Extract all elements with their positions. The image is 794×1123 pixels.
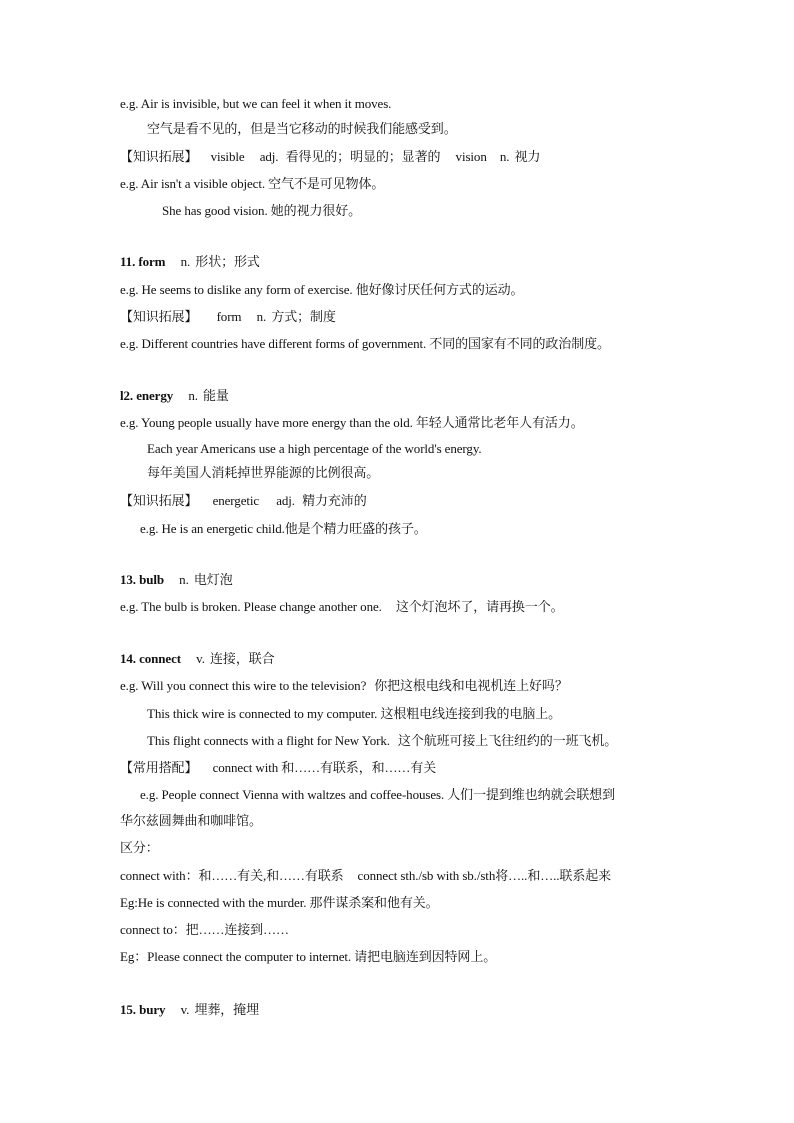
example-sentence: This thick wire is connected to my computer. 这根粗电线连接到我的电脑上。 bbox=[147, 706, 562, 722]
headword: 15. bury bbox=[120, 1002, 166, 1017]
example-sentence: e.g. Will you connect this wire to the television? 你把这根电线和电视机连上好吗？ bbox=[120, 678, 568, 694]
example-sentence: Eg：Please connect the computer to internet. 请把电脑连到因特网上。 bbox=[120, 949, 497, 965]
example-sentence: e.g. The bulb is broken. Please change another one. 这个灯泡坏了，请再换一个。 bbox=[120, 599, 564, 615]
extension-pos: adj. bbox=[259, 149, 279, 164]
headword: l2. energy bbox=[120, 388, 174, 403]
distinction-item: connect to：把……连接到…… bbox=[120, 922, 289, 937]
example-translation: 每年美国人消耗掉世界能源的比例很高。 bbox=[147, 466, 380, 481]
definition: 电灯泡 bbox=[193, 573, 233, 588]
vocab-entry-energy bbox=[120, 387, 229, 406]
example-sentence: e.g. He is an energetic child.他是个精力旺盛的孩子。 bbox=[140, 521, 427, 537]
example-sentence: e.g. Young people usually have more energy than the old. 年轻人通常比老年人有活力。 bbox=[120, 415, 584, 431]
example-sentence: She has good vision. 她的视力很好。 bbox=[162, 203, 362, 219]
example-sentence: Each year Americans use a high percentage of the world's energy. bbox=[147, 441, 482, 456]
distinction-item: connect with：和……有关,和……有联系 connect sth./sb with sb./sth将…..和…..联系起来 bbox=[120, 868, 612, 883]
extension-tag: 【知识拓展】 bbox=[120, 150, 198, 165]
example-sentence: e.g. People connect Vienna with waltzes and coffee-houses. 人们一提到维也纳就会联想到 bbox=[140, 787, 615, 803]
knowledge-extension bbox=[120, 148, 540, 167]
definition: 能量 bbox=[203, 389, 229, 404]
distinction-label: 区分： bbox=[120, 841, 159, 856]
extension-tag: 【知识拓展】 bbox=[120, 494, 198, 509]
part-of-speech: v. bbox=[180, 1002, 190, 1017]
extension-word: form bbox=[216, 309, 242, 324]
knowledge-extension bbox=[120, 308, 336, 327]
example-sentence: e.g. Air isn't a visible object. 空气不是可见物体。 bbox=[120, 176, 385, 192]
vocab-entry-connect bbox=[120, 650, 275, 669]
example-sentence: e.g. Air is invisible, but we can feel it when it moves. bbox=[120, 96, 392, 111]
definition: 连接，联合 bbox=[210, 652, 275, 667]
example-sentence: This flight connects with a flight for New York. 这个航班可接上飞往纽约的一班飞机。 bbox=[147, 733, 618, 749]
example-sentence: e.g. He seems to dislike any form of exercise. 他好像讨厌任何方式的运动。 bbox=[120, 282, 524, 298]
vocab-entry-bulb bbox=[120, 571, 233, 590]
extension-pos: n. bbox=[256, 309, 267, 324]
extension-definition: 方式；制度 bbox=[271, 310, 336, 325]
extension-definition: 看得见的；明显的；显著的 bbox=[285, 150, 441, 165]
example-translation: 空气是看不见的，但是当它移动的时候我们能感受到。 bbox=[147, 122, 457, 137]
extension-pos: n. bbox=[499, 149, 510, 164]
definition: 埋葬，掩埋 bbox=[194, 1003, 259, 1018]
knowledge-extension bbox=[120, 492, 367, 511]
extension-tag: 【知识拓展】 bbox=[120, 310, 198, 325]
part-of-speech: n. bbox=[188, 388, 198, 403]
collocation-text: connect with 和……有联系，和……有关 bbox=[212, 760, 437, 775]
part-of-speech: v. bbox=[196, 651, 205, 666]
part-of-speech: n. bbox=[180, 254, 191, 269]
part-of-speech: n. bbox=[179, 572, 189, 587]
collocation-tag: 【常用搭配】 bbox=[120, 761, 198, 776]
headword: 13. bulb bbox=[120, 572, 165, 587]
example-sentence: e.g. Different countries have different forms of government. 不同的国家有不同的政治制度。 bbox=[120, 336, 610, 352]
example-translation: 华尔兹圆舞曲和咖啡馆。 bbox=[120, 814, 262, 829]
definition: 形状；形式 bbox=[195, 255, 260, 270]
headword: 14. connect bbox=[120, 651, 181, 666]
extension-definition: 精力充沛的 bbox=[302, 494, 367, 509]
extension-word: vision bbox=[455, 149, 487, 164]
vocab-entry-bury bbox=[120, 1001, 259, 1020]
extension-word: energetic bbox=[212, 493, 260, 508]
extension-word: visible bbox=[210, 149, 245, 164]
common-collocation bbox=[120, 759, 436, 778]
vocab-entry-form bbox=[120, 253, 260, 272]
extension-definition: 视力 bbox=[514, 150, 541, 165]
headword: 11. form bbox=[120, 254, 166, 269]
example-sentence: Eg:He is connected with the murder. 那件谋杀案和他有关。 bbox=[120, 895, 439, 911]
extension-pos: adj. bbox=[276, 493, 295, 508]
